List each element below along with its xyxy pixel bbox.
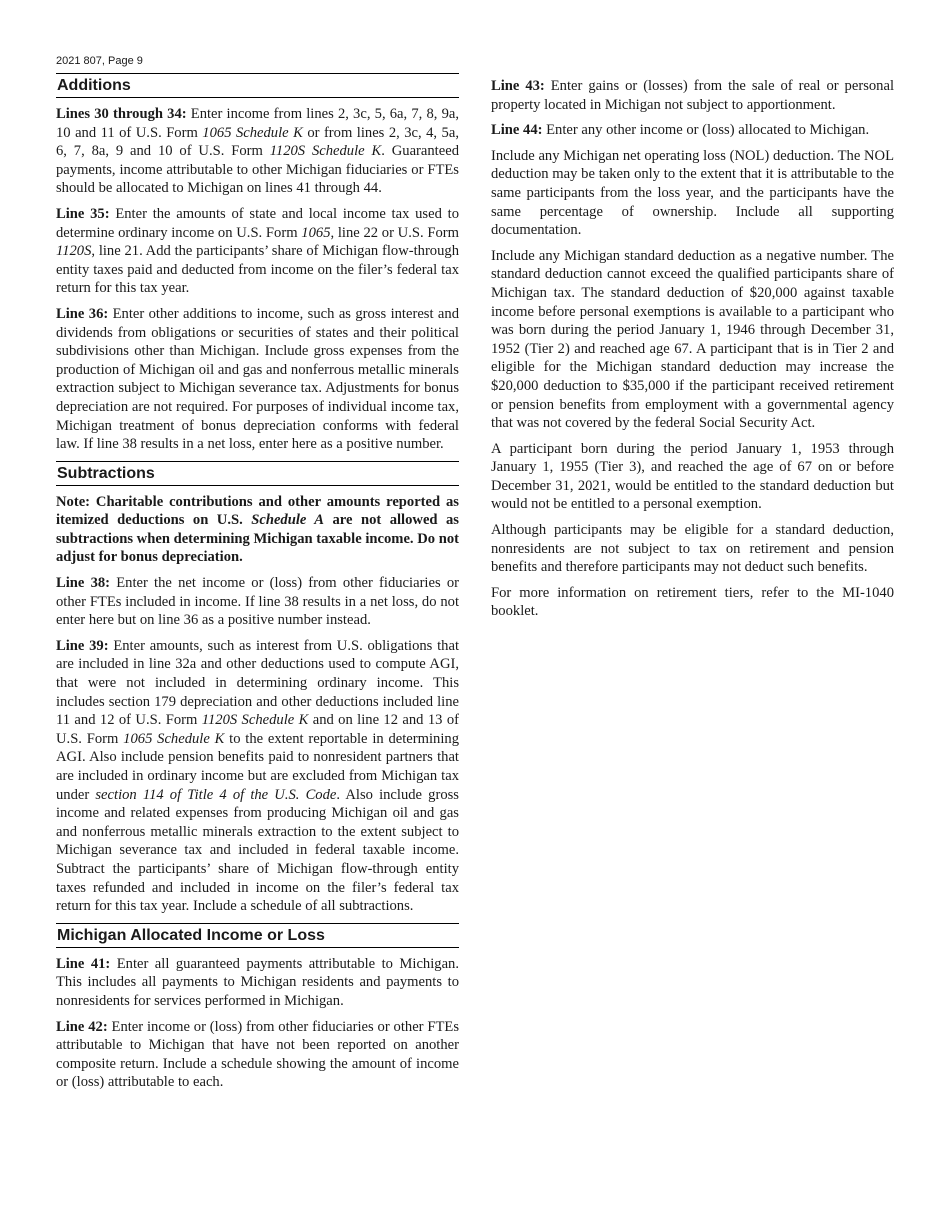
line-label: Line 36:: [56, 305, 109, 322]
right-column: [491, 77, 894, 628]
paragraph-line-39: [56, 637, 459, 916]
section-heading-subtractions: Subtractions: [56, 461, 459, 486]
form-reference: 1120S Schedule K: [269, 143, 382, 160]
paragraph-line-41: [56, 955, 459, 1011]
paragraph-line-43: [491, 77, 894, 114]
paragraph-line-36: [56, 305, 459, 454]
code-reference: section 114 of Title 4 of the U.S. Code: [95, 786, 337, 803]
note-text: are not allowed as subtractions when determining Michigan taxable income. Do not adjust for bonus depreciation.: [56, 512, 459, 566]
body-text: Enter all guaranteed payments attributable to Michigan. This includes all payments to Michigan residents and payments to nonresidents for services performed in Michigan.: [56, 955, 460, 1009]
body-text: Enter gains or (losses) from the sale of real or personal property located in Michigan not subject to apportionment.: [491, 78, 894, 113]
page-identifier: 2021 807, Page 9: [56, 55, 143, 67]
paragraph-standard-deduction: Include any Michigan standard deduction as a negative number. The standard deduction cannot exceed the qualified participants share of Michigan tax. The standard deduction of $20,000 against taxable income before personal exemptions is available to a participant who was born during the period January 1, 1946 through December 31, 1952 (Tier 2) and reached age 67. A participant that is in Tier 2 and eligible for the Michigan standard deduction may increase the $20,000 deduction to $35,000 if the participant received retirement or pension benefits from employment with a governmental agency that was not covered by the federal Social Security Act.: [491, 247, 894, 432]
form-reference: 1065: [301, 224, 331, 241]
line-label: Lines 30 through 34:: [56, 106, 187, 122]
paragraph-line-35: [56, 205, 459, 298]
form-reference: 1065 Schedule K: [202, 124, 303, 141]
body-text: , line 22 or U.S. Form: [330, 224, 459, 241]
paragraph-line-44: [491, 121, 894, 140]
section-heading-allocated: Michigan Allocated Income or Loss: [56, 923, 459, 948]
paragraph-line-42: [56, 1018, 459, 1092]
body-text: Enter any other income or (loss) allocated to Michigan.: [542, 122, 870, 139]
body-text: to the extent reportable in determining AGI. Also include pension benefits paid to nonresident partners that are included in ordinary income but are excluded from Michigan tax under: [56, 730, 459, 803]
line-label: Line 41:: [56, 955, 111, 972]
body-text: . Guaranteed payments, income attributable to other Michigan fiduciaries or FTEs should be allocated to Michigan on lines 41 through 44.: [56, 143, 459, 197]
line-label: Line 42:: [56, 1018, 108, 1035]
line-label: Line 39:: [56, 637, 109, 654]
body-text: Enter other additions to income, such as gross interest and dividends from obligations or securities of states and their political subdivisions other than Michigan. Include gross expenses from the production of Michigan oil and gas and nonferrous metallic minerals extraction subject to Michigan severance tax. Adjustments for bonus depreciation are not required. For purposes of individual income tax, Michigan treatment of bonus depreciation conforms with federal law. If line 38 results in a net loss, enter here as a positive number.: [56, 305, 460, 453]
section-heading-additions: Additions: [56, 73, 459, 98]
body-text: and on line 12 and 13 of U.S. Form: [56, 712, 459, 747]
body-text: Enter income from lines 2, 3c, 5, 6a, 7, 8, 9a, 10 and 11 of U.S. Form: [56, 106, 459, 141]
paragraph-nol-deduction: Include any Michigan net operating loss (NOL) deduction. The NOL deduction may be taken only to the extent that it is attributable to the same participants from the loss year, and the participants have the same percentage of ownership. Include all supporting documentation.: [491, 147, 894, 239]
body-text: or from lines 2, 3c, 4, 5a, 6, 7, 8a, 9 and 10 of U.S. Form: [56, 124, 459, 160]
line-label: Line 38:: [56, 575, 111, 592]
body-text: Enter income or (loss) from other fiduciaries or other FTEs attributable to Michigan that have not been reported on another composite return. Include a schedule showing the amount of income or (loss) attributable to each.: [56, 1018, 459, 1091]
paragraph-tier-3: A participant born during the period January 1, 1953 through January 1, 1955 (Tier 3), and reached the age of 67 on or before December 31, 2021, would be entitled to the standard deduction but would not be entitled to a personal exemption.: [491, 440, 894, 513]
note-text: Note: Charitable contributions and other amounts reported as itemized deductions on U.S.: [56, 493, 459, 529]
form-reference: 1120S: [56, 243, 92, 260]
body-text: Enter the net income or (loss) from other fiduciaries or other FTEs included in income. If line 38 results in a net loss, do not enter here but on line 36 as a positive number instead.: [56, 575, 460, 629]
body-text: . Also include gross income and related expenses from producing Michigan oil and gas and nonferrous metallic minerals extraction to the extent subject to Michigan severance tax and included in federal taxable income. Subtract the participants’ share of Michigan flow-through entity taxes refunded and included in income on the filer’s federal tax return for this tax year. Include a schedule of all subtractions.: [56, 786, 459, 915]
paragraph-nonresidents: Although participants may be eligible for a standard deduction, nonresidents are not subject to tax on retirement and pension benefits and therefore participants may not deduct such benefits.: [491, 522, 894, 576]
line-label: Line 35:: [56, 205, 110, 222]
body-text: Enter amounts, such as interest from U.S. obligations that are included in line 32a and other deductions used to compute AGI, that were not included in determining ordinary income. This includes section 179 depreciation and other deductions included line 11 and 12 of U.S. Form: [56, 637, 460, 729]
line-label: Line 43:: [491, 78, 545, 94]
form-reference: Schedule A: [251, 512, 325, 529]
body-text: , line 21. Add the participants’ share of Michigan flow-through entity taxes paid and deducted from income on the filer’s federal tax return for this tax year.: [56, 243, 459, 297]
body-text: Enter the amounts of state and local income tax used to determine ordinary income on U.S. Form: [56, 205, 459, 241]
form-reference: 1065 Schedule K: [123, 730, 225, 747]
paragraph-line-38: [56, 574, 459, 630]
left-column: [56, 73, 459, 1099]
form-reference: 1120S Schedule K: [201, 712, 309, 729]
paragraph-lines-30-34: [56, 105, 459, 198]
subtractions-note: [56, 493, 459, 567]
line-label: Line 44:: [491, 122, 543, 139]
paragraph-more-information: For more information on retirement tiers, refer to the MI-1040 booklet.: [491, 584, 894, 620]
